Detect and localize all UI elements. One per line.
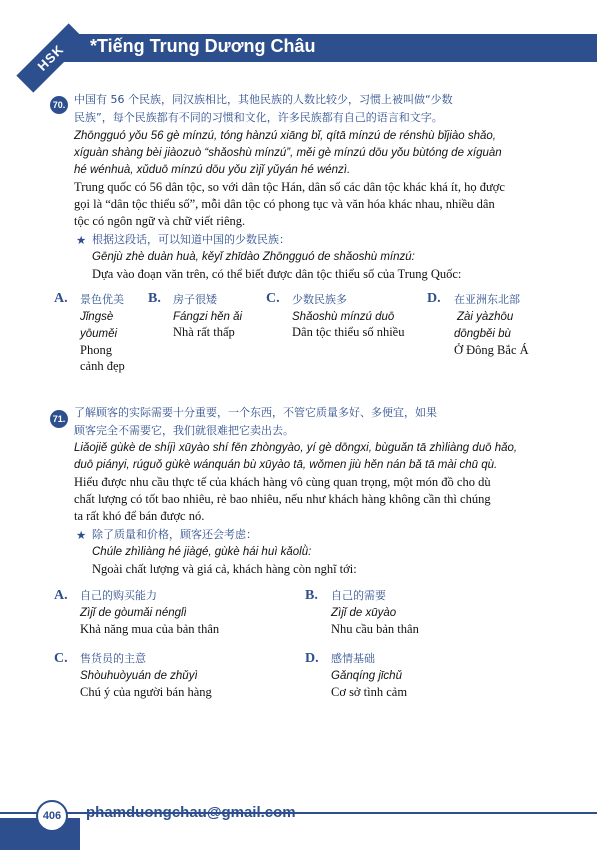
question-number-71: 71. [50,410,68,428]
q70-option-a-vn-1: Phong [80,343,112,357]
q71-option-c-letter[interactable]: C. [54,651,68,666]
q70-option-c-pinyin: Shǎoshù mínzú duō [292,311,395,323]
q71-option-b-letter[interactable]: B. [305,588,318,603]
q70-option-b-cn: 房子很矮 [173,293,217,306]
page-title: *Tiếng Trung Dương Châu [90,36,316,56]
page-number: 406 [36,800,68,832]
q70-option-a-letter[interactable]: A. [54,291,68,306]
q71-option-a-pinyin: Zìjǐ de gòumǎi nénglì [80,607,187,619]
q70-vn-line-2: gọi là “dân tộc thiểu số”, mỗi dân tộc có phong tục và văn hóa khác nhau, nhiều dân [74,197,495,211]
q70-pinyin-line-1: Zhōngguó yǒu 56 gè mínzú, tóng hànzú xiāng bǐ, qítā mínzú de rénshù bǐjiào shǎo, [74,130,496,142]
q70-cn-line-1: 中国有 56 个民族，同汉族相比，其他民族的人数比较少，习惯上被叫做“少数 [74,93,453,106]
q71-option-d-vn: Cơ sở tình cảm [331,685,408,699]
q71-option-a-vn: Khả năng mua của bản thân [80,622,220,636]
q70-option-b-letter[interactable]: B. [148,291,161,306]
q71-prompt-pinyin: Chúle zhìliàng hé jiàgé, gùkè hái huì kǎolǜ: [92,546,312,558]
q71-vn-line-2: chất lượng có tốt bao nhiêu, rẻ bao nhiêu, nếu như khách hàng không cần thì chúng [74,492,491,506]
q71-cn-line-1: 了解顾客的实际需要十分重要，一个东西，不管它质量多好、多便宜，如果 [74,406,437,419]
q71-option-c-cn: 售货员的主意 [80,652,146,665]
q71-option-a-cn: 自己的购买能力 [80,589,157,602]
q70-vn-line-1: Trung quốc có 56 dân tộc, so với dân tộc Hán, dân số các dân tộc khác khá ít, họ được [74,180,505,194]
q70-prompt-cn: 根据这段话，可以知道中国的少数民族： [92,233,290,246]
q71-option-b-vn: Nhu cầu bản thân [331,622,419,636]
q70-pinyin-line-2: xíguàn shàng bèi jiàozuò “shǎoshù mínzú”, měi gè mínzú dōu yǒu bùtóng de xíguàn [74,147,502,159]
q70-pinyin-line-3: hé wénhuà, xǔduō mínzú dōu yǒu zìjǐ yǔyán hé wénzì. [74,164,351,176]
q71-option-b-pinyin: Zìjǐ de xūyào [331,607,397,619]
q70-option-a-pinyin-2: yōuměi [80,328,118,340]
q70-prompt-vn: Dựa vào đoạn văn trên, có thể biết được dân tộc thiểu số của Trung Quốc: [92,267,462,281]
q71-option-c-vn: Chú ý của người bán hàng [80,685,212,699]
q71-pinyin-line-1: Liǎojiě gùkè de shíjì xūyào shí fēn zhòngyào, yí gè dōngxi, bùguǎn tā zhìliàng duō hǎo, [74,442,518,454]
q71-cn-line-2: 顾客完全不需要它，我们就很难把它卖出去。 [74,424,294,437]
q71-pinyin-line-2: duō piányi, rúguǒ gùkè wánquán bù xūyào tā, wǒmen jiù hěn nán bǎ tā mài chū qù. [74,459,498,471]
q71-option-b-cn: 自己的需要 [331,589,386,602]
q70-option-c-vn: Dân tộc thiểu số nhiều [292,325,405,339]
q70-option-d-pinyin-2: dōngběi bù [454,328,511,340]
q70-option-b-pinyin: Fángzi hěn ǎi [173,311,243,323]
q70-option-a-vn-2: cảnh đẹp [80,359,125,373]
q70-option-d-letter[interactable]: D. [427,291,441,306]
q70-option-c-letter[interactable]: C. [266,291,280,306]
q70-option-c-cn: 少数民族多 [292,293,347,306]
q71-option-c-pinyin: Shòuhuòyuán de zhǔyì [80,670,198,682]
q71-option-d-pinyin: Gǎnqíng jīchǔ [331,670,402,682]
q70-option-b-vn: Nhà rất thấp [173,325,235,339]
q70-option-a-cn: 景色优美 [80,293,124,306]
q70-cn-line-2: 民族”，每个民族都有不同的习惯和文化，许多民族都有自己的语言和文字。 [74,111,443,124]
question-number-70: 70. [50,96,68,114]
q70-option-d-pinyin-1: Zài yàzhōu [457,311,514,323]
q70-option-d-vn: Ở Đông Bắc Á [454,343,529,357]
q71-prompt-cn: 除了质量和价格，顾客还会考虑： [92,528,257,541]
q71-option-a-letter[interactable]: A. [54,588,68,603]
q70-option-a-pinyin-1: Jǐngsè [80,311,114,323]
q71-option-d-letter[interactable]: D. [305,651,319,666]
q71-prompt-vn: Ngoài chất lượng và giá cả, khách hàng còn nghĩ tới: [92,562,357,576]
q70-prompt-pinyin: Gēnjù zhè duàn huà, kěyǐ zhīdào Zhōngguó de shǎoshù mínzú: [92,251,415,263]
q71-vn-line-1: Hiểu được nhu cầu thực tế của khách hàng vô cùng quan trọng, một món đồ cho dù [74,475,491,489]
q70-option-d-cn: 在亚洲东北部 [454,293,520,306]
q71-option-d-cn: 感情基础 [331,652,375,665]
q70-vn-line-3: tộc có ngôn ngữ và chữ viết riêng. [74,214,246,228]
star-icon: ★ [76,233,87,247]
footer-email[interactable]: phamduongchau@gmail.com [86,804,296,821]
q71-vn-line-3: ta rất khó để bán được nó. [74,509,205,523]
star-icon: ★ [76,528,87,542]
hsk-corner-tag: HSK [16,23,85,92]
